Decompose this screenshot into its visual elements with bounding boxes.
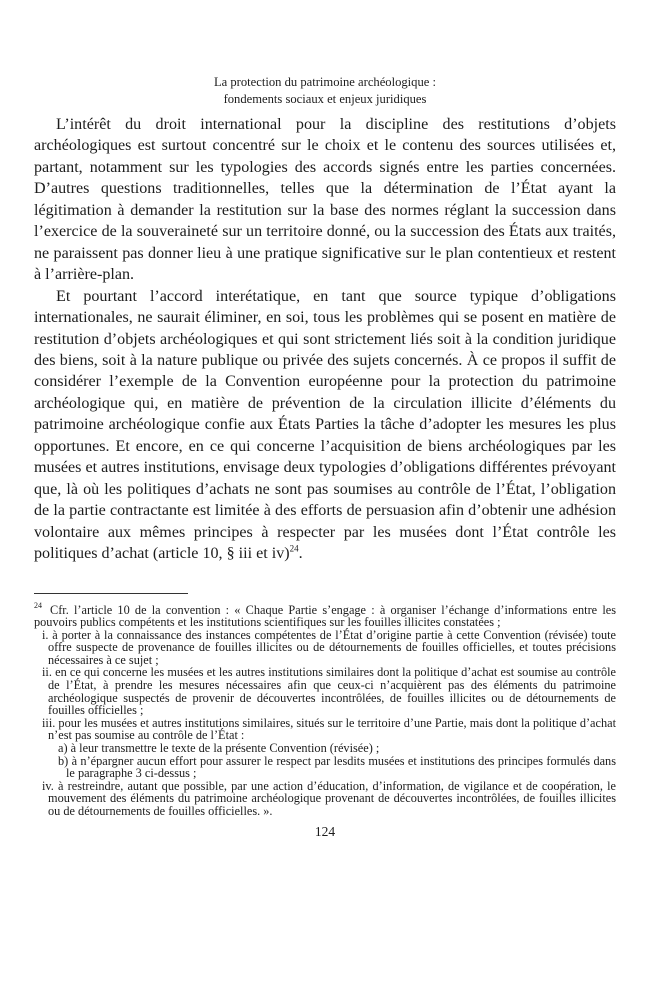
header-line-2: fondements sociaux et enjeux juridiques bbox=[223, 92, 427, 106]
footnote bbox=[34, 601, 616, 819]
footnote-item-ii: ii. en ce qui concerne les musées et les autres institutions similaires dont la politique d’achat est soumise au contrôle de l’État, à prendre les mesures nécessaires afin que ceux-ci n’acquièrent pas des éléments du patrimoine archéologique suspectés de provenir de découvertes incontrôlées, de fouilles illicites ou de détournements de fouilles officielles ; bbox=[42, 665, 616, 718]
footnote-item-iii-b: b) à n’épargner aucun effort pour assurer le respect par lesdits musées et institutions des principes formulés dans le paragraphe 3 ci-dessus ; bbox=[58, 753, 616, 781]
header-line-1: La protection du patrimoine archéologique : bbox=[213, 75, 437, 89]
footnote-item-iii-a: a) à leur transmettre le texte de la présente Convention (révisée) ; bbox=[58, 741, 380, 756]
footnote-intro-text: Cfr. l’article 10 de la convention : « Chaque Partie s’engage : à organiser l’échange d’informations entre les pouvoirs publics compétents et les institutions scientifiques sur les fouilles illicites constatées ; bbox=[34, 602, 616, 630]
footnote-number: 24 bbox=[34, 601, 42, 611]
footnote-item-i: i. à porter à la connaissance des instances compétentes de l’État d’origine partie à cette Convention (révisée) toute offre suspecte de provenance de fouilles illicites ou de détournements de fouilles officielles, et toutes précisions nécessaires à ce sujet ; bbox=[42, 627, 616, 667]
page-number: 124 bbox=[314, 823, 336, 839]
footnote-reference[interactable]: 24 bbox=[289, 543, 299, 554]
body-text bbox=[34, 114, 616, 565]
paragraph-2-text: Et pourtant l’accord interétatique, en tant que source typique d’obligations internationales, ne saurait éliminer, en soi, tous les problèmes qui se posent en matière de restitution d’objets archéologiques et qui sont strictement liés soit à la condition juridique des biens, soit à la nature publique ou privée des sujets concernés. À ce propos il suffit de considérer l’exemple de la Convention européenne pour la protection du patrimoine archéologique qui, en matière de prévention de la circulation illicite d’éléments du patrimoine archéologique confie aux États Parties la tâche d’adopter les mesures les plus opportunes. Et encore, en ce qui concerne l’acquisition de biens archéologiques par les musées et autres institutions, envisage deux typologies d’obligations différentes prévoyant que, là où les politiques d’achats ne sont pas soumises au contrôle de l’État, l’obligation de la partie contractante est limitée à des efforts de persuasion afin d’obtenir une adhésion volontaire aux mêmes principes à respecter par les musées dont l’État contrôle les politiques d’achat (article 10, § iii et iv) bbox=[34, 287, 616, 563]
document-page bbox=[34, 74, 616, 840]
footnote-separator bbox=[34, 593, 188, 594]
paragraph-2 bbox=[34, 286, 616, 565]
running-header bbox=[34, 74, 616, 108]
footnote-item-iii: iii. pour les musées et autres institutions similaires, situés sur le territoire d’une Partie, mais dont la politique d’achat n’est pas soumise au contrôle de l’État : bbox=[42, 715, 616, 743]
paragraph-1: L’intérêt du droit international pour la discipline des restitutions d’objets archéologiques est surtout concentré sur le choix et le contenu des sources utilisées et, partant, notamment sur les typologies des accords signés entre les parties concernées. D’autres questions traditionnelles, telles que la détermination de l’État ayant la légitimation à demander la restitution sur la base des normes réglant la succession dans l’exercice de la souveraineté sur un territoire donné, ou la succession des États aux traités, ne paraissent pas donner lieu à une pratique significative sur le plan contentieux et restent à l’arrière-plan. bbox=[34, 116, 616, 284]
footnote-item-iv: iv. à restreindre, autant que possible, par une action d’éducation, d’information, de vigilance et de coopération, le mouvement des éléments du patrimoine archéologique provenant de découvertes incontrôlées, de fouilles illicites ou de détournements de fouilles officielles. ». bbox=[42, 778, 616, 819]
paragraph-2-end: . bbox=[298, 545, 303, 563]
footnote-intro bbox=[34, 601, 616, 630]
